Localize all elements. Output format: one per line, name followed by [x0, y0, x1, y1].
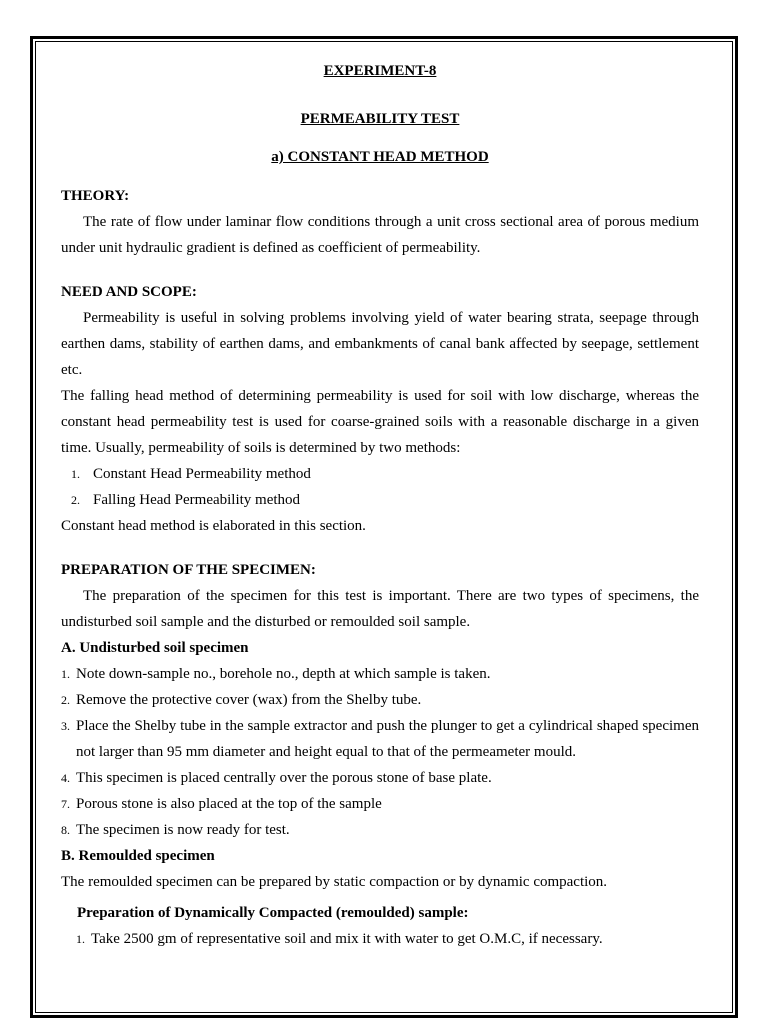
list-text: Falling Head Permeability method: [93, 492, 301, 508]
list-item: [61, 817, 699, 843]
list-number: 1.: [76, 932, 85, 946]
need-para-2: The falling head method of determining permeability is used for soil with low discharge, whereas the constant head permeability test is used for coarse-grained soils with a reasonable discharge in a given time. Usually, permeability of soils is determined by two methods:: [61, 388, 699, 456]
list-item: [61, 487, 699, 513]
doc-title: EXPERIMENT-8: [323, 63, 437, 79]
theory-heading: THEORY:: [61, 188, 130, 204]
list-text: Note down-sample no., borehole no., depth at which sample is taken.: [76, 666, 491, 682]
doc-subtitle: PERMEABILITY TEST: [300, 111, 460, 127]
list-number: 1.: [71, 467, 80, 481]
prep-heading: PREPARATION OF THE SPECIMEN:: [61, 562, 316, 578]
methods-list: [61, 461, 699, 513]
list-text: Remove the protective cover (wax) from the Shelby tube.: [76, 692, 422, 708]
document-page: [61, 56, 699, 952]
doc-subtitle-wrap: [61, 106, 699, 132]
list-item: [61, 926, 699, 952]
list-number: 3.: [61, 719, 70, 733]
list-item: [61, 765, 699, 791]
list-item: [61, 461, 699, 487]
dynamic-steps: [61, 926, 699, 952]
need-heading: NEED AND SCOPE:: [61, 284, 197, 300]
dynamic-heading: Preparation of Dynamically Compacted (remoulded) sample:: [77, 905, 469, 921]
list-number: 2.: [71, 493, 80, 507]
list-item: [61, 791, 699, 817]
list-text: Constant Head Permeability method: [93, 466, 311, 482]
list-text: Place the Shelby tube in the sample extractor and push the plunger to get a cylindrical shaped specimen not larger than 95 mm diameter and height equal to that of the permeameter mould.: [76, 718, 699, 760]
list-number: 7.: [61, 797, 70, 811]
doc-title-wrap: [61, 58, 699, 84]
list-text: This specimen is placed centrally over the porous stone of base plate.: [76, 770, 492, 786]
list-text: Porous stone is also placed at the top of the sample: [76, 796, 382, 812]
section-title-wrap: [61, 144, 699, 170]
list-item: [61, 713, 699, 765]
list-number: 1.: [61, 667, 70, 681]
undisturbed-steps: [61, 661, 699, 843]
remoulded-text: The remoulded specimen can be prepared by static compaction or by dynamic compaction.: [61, 874, 608, 890]
prep-intro: The preparation of the specimen for this test is important. There are two types of specimens, the undisturbed soil sample and the disturbed or remoulded soil sample.: [61, 588, 699, 630]
need-para-1: Permeability is useful in solving problems involving yield of water bearing strata, seepage through earthen dams, stability of earthen dams, and embankments of canal bank affected by seepage, settlement etc.: [61, 310, 699, 378]
undisturbed-heading: A. Undisturbed soil specimen: [61, 640, 249, 656]
list-number: 2.: [61, 693, 70, 707]
list-item: [61, 661, 699, 687]
list-number: 8.: [61, 823, 70, 837]
need-para-3: Constant head method is elaborated in this section.: [61, 518, 366, 534]
section-title: a) CONSTANT HEAD METHOD: [271, 149, 489, 165]
list-text: The specimen is now ready for test.: [76, 822, 290, 838]
remoulded-heading: B. Remoulded specimen: [61, 848, 215, 864]
list-item: [61, 687, 699, 713]
list-text: Take 2500 gm of representative soil and mix it with water to get O.M.C, if necessary.: [91, 931, 603, 947]
list-number: 4.: [61, 771, 70, 785]
theory-text: The rate of flow under laminar flow conditions through a unit cross sectional area of porous medium under unit hydraulic gradient is defined as coefficient of permeability.: [61, 214, 699, 256]
